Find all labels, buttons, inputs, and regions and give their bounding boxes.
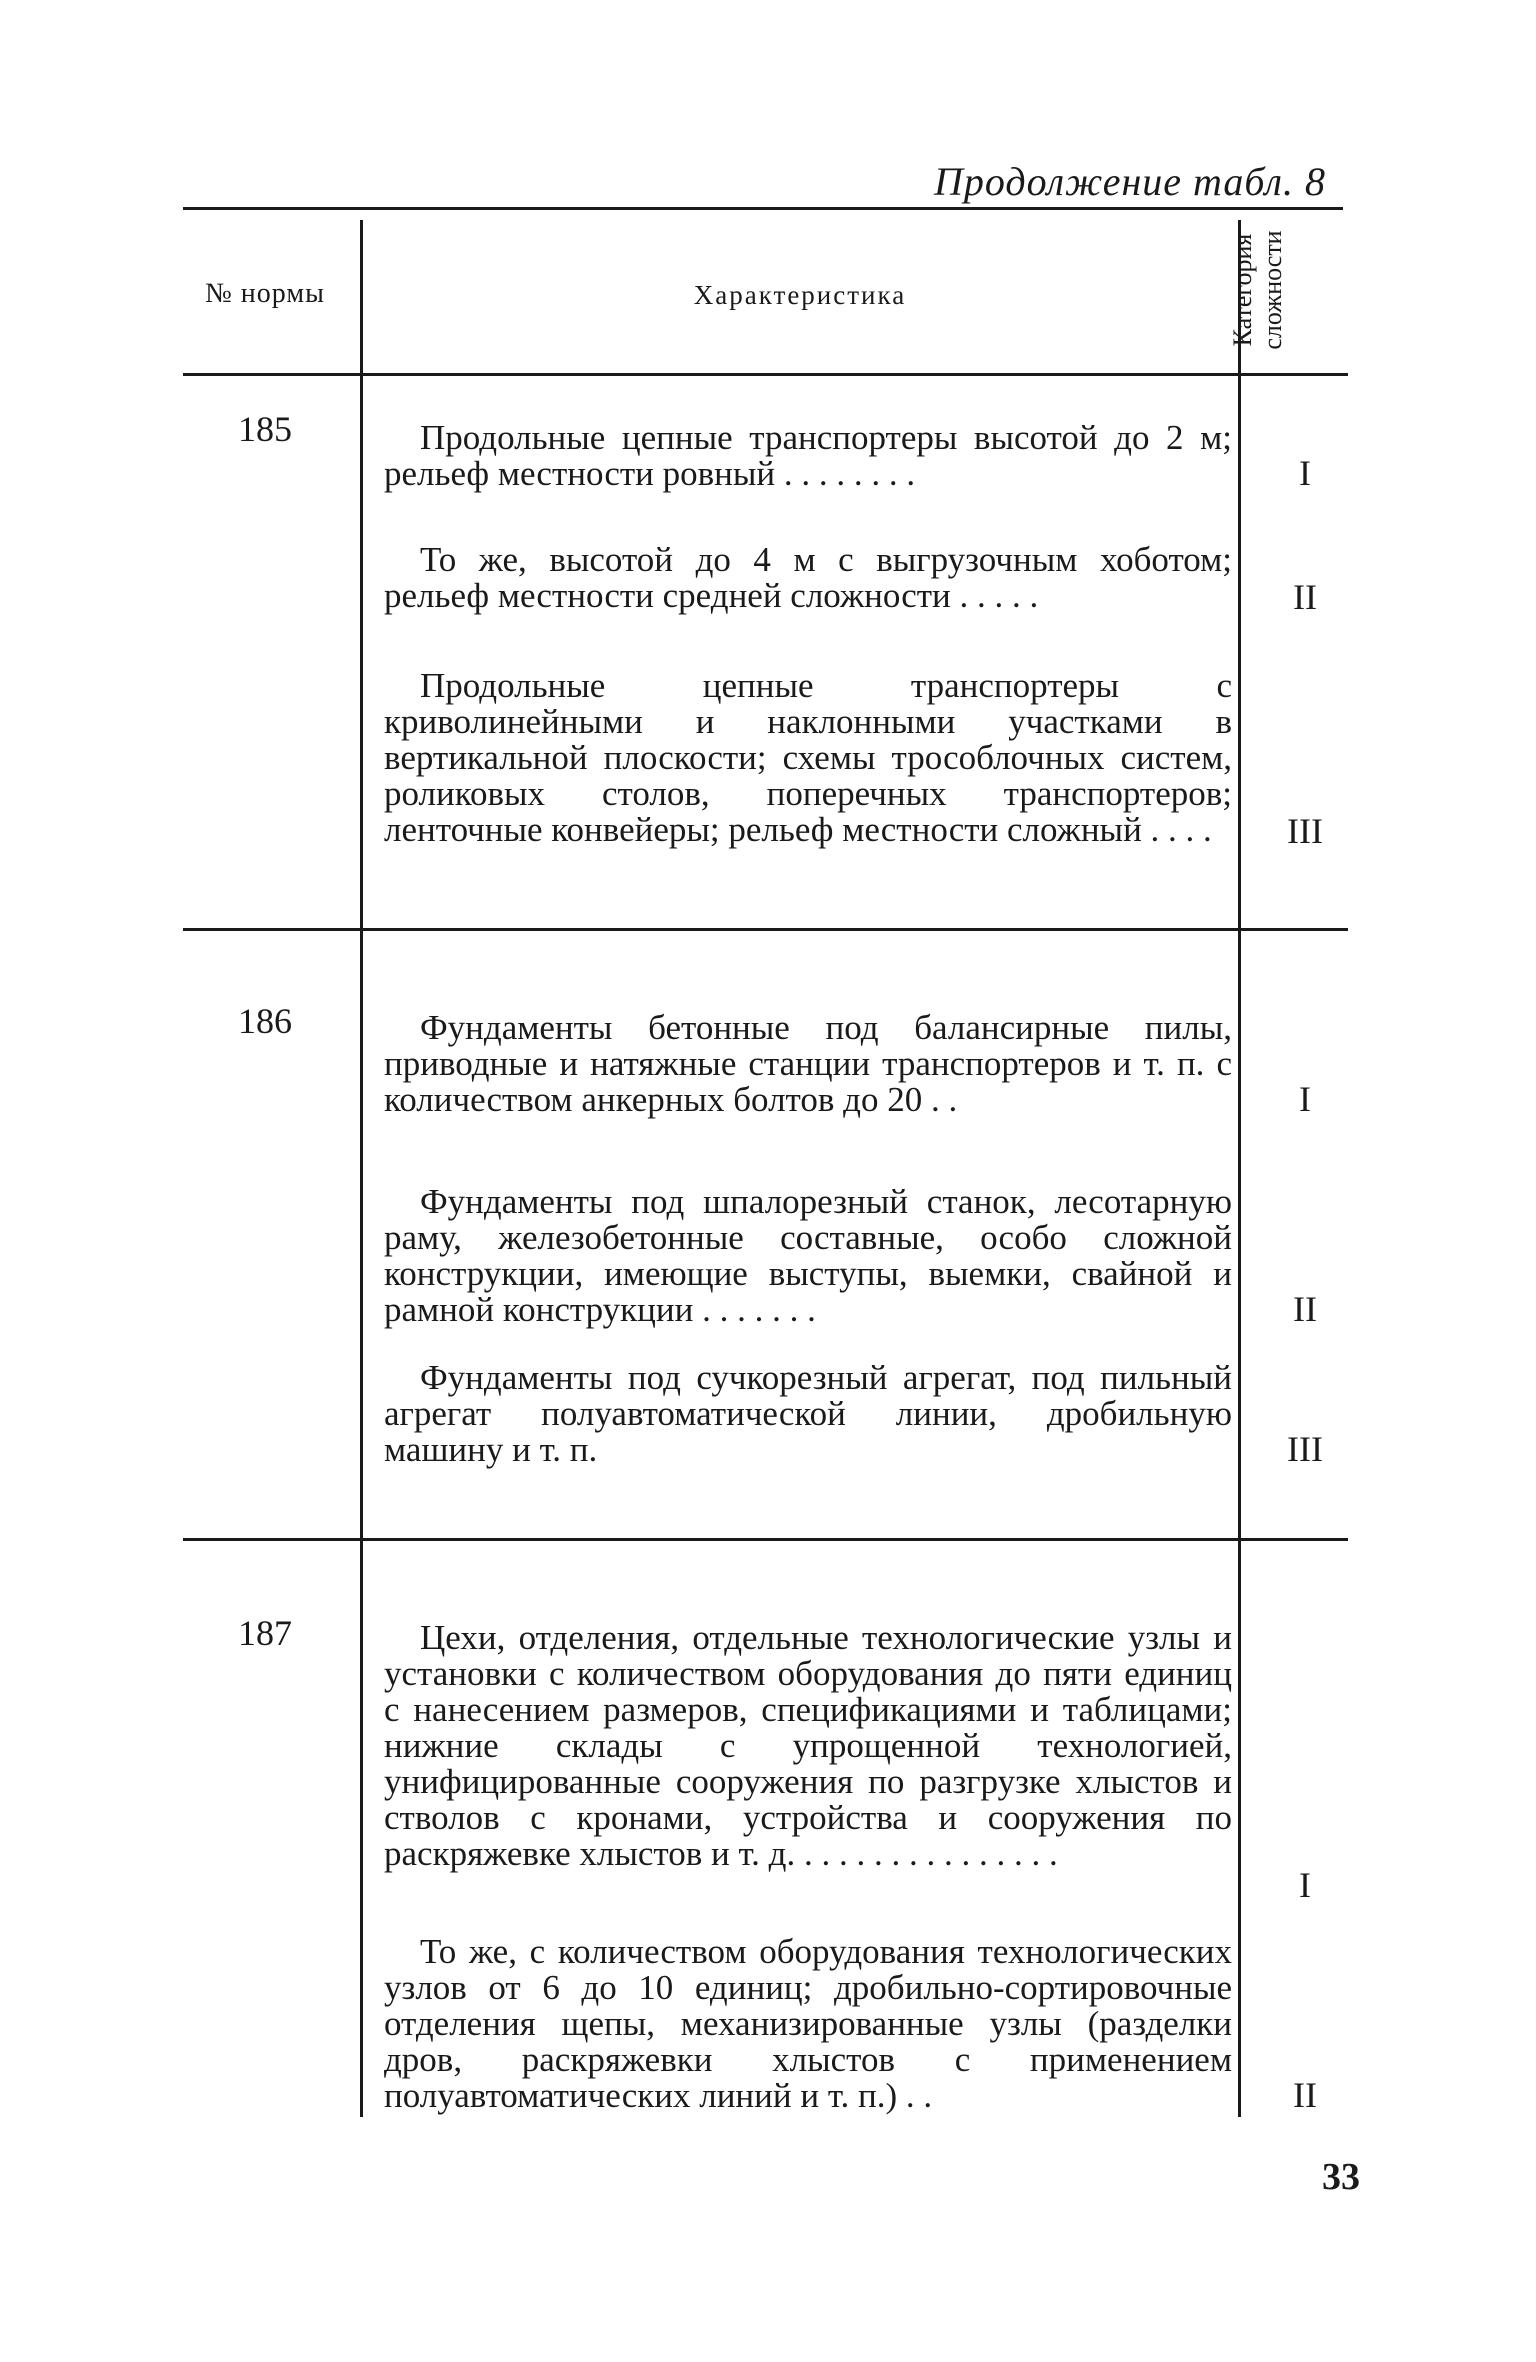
row-187-entry-1 [384, 1620, 1232, 1872]
row-186-entry-1 [384, 1010, 1232, 1118]
category-186-1: I [1299, 1079, 1311, 1119]
header-characteristic: Характеристика [693, 280, 907, 310]
category-185-1: I [1299, 453, 1311, 493]
row-186-entry-2 [384, 1184, 1232, 1328]
column-rule-number [360, 220, 363, 2117]
header-bottom-rule [183, 373, 1348, 376]
header-number: № нормы [205, 278, 325, 309]
category-186-2: II [1293, 1289, 1317, 1329]
category-185-3: III [1287, 811, 1323, 851]
row-185-entry-2 [384, 542, 1232, 614]
entry-text: Продольные цепные транспортеры высотой до 2 м; рельеф местности ровный . . . . . . . . [384, 418, 1232, 493]
norm-number-185: 185 [238, 409, 292, 449]
category-187-2: II [1293, 2075, 1317, 2115]
row-185-entry-3 [384, 668, 1232, 848]
entry-text: То же, с количеством оборудования технологических узлов от 6 до 10 единиц; дробильно-сортировочные отделения щепы, механизированные узлы (разделки дров, раскряжевки хлыстов с применением полуавтоматических линий и т. п.) . . [384, 1932, 1232, 2115]
category-186-3: III [1287, 1429, 1323, 1469]
entry-text: То же, высотой до 4 м с выгрузочным хоботом; рельеф местности средней сложности . . . . . [384, 540, 1232, 615]
header-category-line2: сложности [1258, 230, 1287, 350]
header-category [1228, 210, 1288, 370]
header-category-line1: Категория [1228, 233, 1257, 347]
entry-text: Фундаменты бетонные под балансирные пилы, приводные и натяжные станции транспортеров и т. п. с количеством анкерных болтов до 20 . . [384, 1008, 1232, 1119]
table-top-rule [183, 207, 1343, 210]
column-rule-category [1238, 220, 1241, 2117]
category-185-2: II [1293, 577, 1317, 617]
row-divider-186-187 [183, 1538, 1348, 1541]
row-divider-185-186 [183, 928, 1348, 931]
norm-number-187: 187 [238, 1613, 292, 1653]
row-185-entry-1 [384, 420, 1232, 492]
row-186-entry-3 [384, 1360, 1232, 1468]
norm-number-186: 186 [238, 1001, 292, 1041]
entry-text: Фундаменты под сучкорезный агрегат, под пильный агрегат полуавтоматической линии, дробильную машину и т. п. [384, 1358, 1232, 1469]
category-187-1: I [1299, 1865, 1311, 1905]
entry-text: Фундаменты под шпалорезный станок, лесотарную раму, железобетонные составные, особо сложной конструкции, имеющие выступы, выемки, свайной и рамной конструкции . . . . . . . [384, 1182, 1232, 1329]
page-number: 33 [1322, 2156, 1360, 2198]
row-187-entry-2 [384, 1934, 1232, 2114]
continuation-title: Продолжение табл. 8 [933, 159, 1326, 204]
entry-text: Продольные цепные транспортеры с криволинейными и наклонными участками в вертикальной плоскости; схемы трособлочных систем, роликовых столов, поперечных транспортеров; ленточные конвейеры; рельеф местности сложный . . . . [384, 666, 1232, 849]
entry-text: Цехи, отделения, отдельные технологические узлы и установки с количеством оборудования до пяти единиц с нанесением размеров, спецификациями и таблицами; нижние склады с упрощенной технологией, унифицированные сооружения по разгрузке хлыстов и стволов с кронами, устройства и сооружения по раскряжевке хлыстов и т. д. . . . . . . . . . . . . . . . [384, 1618, 1232, 1873]
